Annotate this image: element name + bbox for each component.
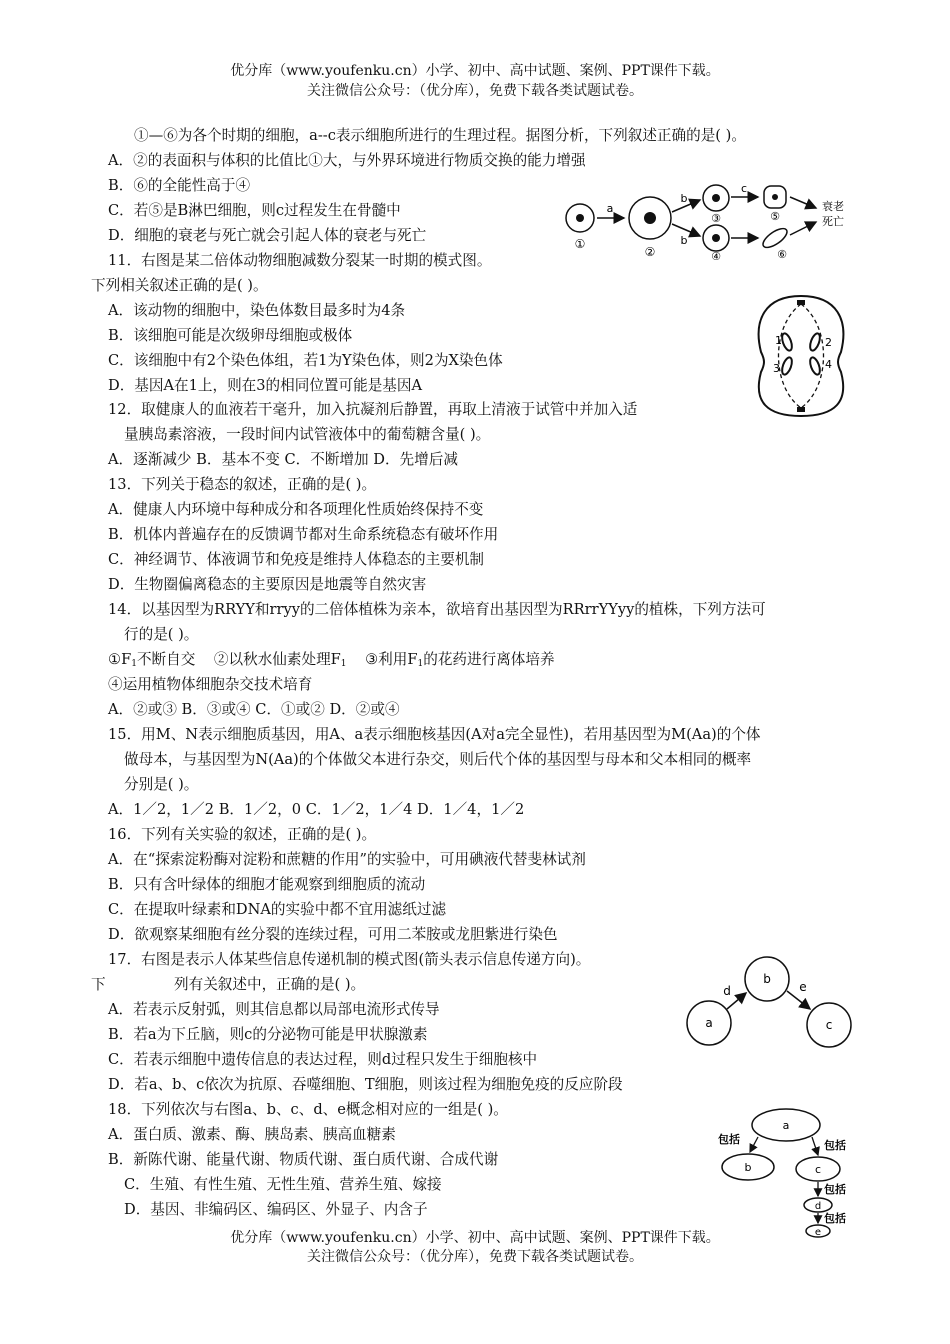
node-c: c <box>825 1018 833 1032</box>
q12-stem-1: 12．取健康人的血液若干毫升，加入抗凝剂后静置，再取上清液于试管中并加入适 <box>108 401 638 418</box>
q10-option-a: A．②的表面积与体积的比值比①大，与外界环境进行物质交换的能力增强 <box>108 152 586 169</box>
q14-stem-1: 14．以基因型为RRYY和rryy的二倍体植株为亲本，欲培育出基因型为RRrrYYyy的植株，下列方法可 <box>108 601 766 618</box>
q11-option-b: B．该细胞可能是次级卵母细胞或极体 <box>108 327 353 344</box>
q12-stem-2: 量胰岛素溶液，一段时间内试管液体中的葡萄糖含量( )。 <box>124 426 491 443</box>
death-label: 死亡 <box>822 215 844 228</box>
cell-label-2: ② <box>644 245 656 259</box>
q10-cell-diagram <box>560 180 860 260</box>
q18-stem: 18．下列依次与右图a、b、c、d、e概念相对应的一组是( )。 <box>108 1101 508 1118</box>
node-e: e <box>814 1227 822 1238</box>
arrow-label-b-upper: b <box>680 192 688 205</box>
q10-stem: ①—⑥为各个时期的细胞，a--c表示细胞所进行的生理过程。据图分析，下列叙述正确的是( )。 <box>134 127 746 144</box>
chromosome-label-2: 2 <box>825 336 832 349</box>
q14-methods-line <box>108 650 555 674</box>
q15-stem-3: 分别是( )。 <box>124 776 199 793</box>
edge-d: d <box>723 984 731 998</box>
q10-option-b: B．⑥的全能性高于④ <box>108 177 251 194</box>
q18-option-b: B．新陈代谢、能量代谢、物质代谢、蛋白质代谢、合成代谢 <box>108 1151 499 1168</box>
q11-stem-2: 下列相关叙述正确的是( )。 <box>91 277 268 294</box>
arrow-label-b-lower: b <box>680 234 688 247</box>
chromosome-label-4: 4 <box>825 358 832 371</box>
q10-option-c: C．若⑤是B淋巴细胞，则c过程发生在骨髓中 <box>108 202 401 219</box>
page-header-line-2: 关注微信公众号：（优分库），免费下载各类试题试卷。 <box>307 83 643 99</box>
q14-method-3-start: ③利用F <box>365 651 418 668</box>
q17-signal-diagram <box>683 953 858 1053</box>
q14-subscript-2: 1 <box>340 659 347 669</box>
node-b: b <box>763 972 771 986</box>
cell-label-5: ⑤ <box>770 210 780 223</box>
q14-method-1-end: 不断自交 <box>136 651 196 668</box>
relation-label-de: 包括 <box>824 1212 846 1225</box>
q16-option-c: C．在提取叶绿素和DNA的实验中都不宜用滤纸过滤 <box>108 901 447 918</box>
q13-option-d: D．生物圈偏离稳态的主要原因是地震等自然灾害 <box>108 576 427 593</box>
q13-stem: 13．下列关于稳态的叙述，正确的是( )。 <box>108 476 377 493</box>
chromosome-label-1: 1 <box>775 334 782 347</box>
node-b: b <box>744 1161 752 1174</box>
q13-option-c: C．神经调节、体液调节和免疫是维持人体稳态的主要机制 <box>108 551 485 568</box>
q14-method-4: ④运用植物体细胞杂交技术培育 <box>108 676 313 693</box>
q18-concept-diagram <box>712 1105 862 1240</box>
q13-option-a: A．健康人内环境中每种成分和各项理化性质始终保持不变 <box>108 501 484 518</box>
q17-stem-1: 17．右图是表示人体某些信息传递机制的模式图(箭头表示信息传递方向)。 <box>108 951 591 968</box>
q17-stem-2-end: 列有关叙述中，正确的是( )。 <box>174 976 366 993</box>
q14-method-3-end: 的花药进行离体培养 <box>423 651 555 668</box>
q17-option-b: B．若a为下丘脑，则c的分泌物可能是甲状腺激素 <box>108 1026 428 1043</box>
page-footer-line-1: 优分库（www.youfenku.cn）小学、初中、高中试题、案例、PPT课件下载。 <box>230 1230 720 1246</box>
node-c: c <box>814 1163 822 1176</box>
q17-option-d: D．若a、b、c依次为抗原、吞噬细胞、T细胞，则该过程为细胞免疫的反应阶段 <box>108 1076 623 1093</box>
relation-label-cd: 包括 <box>824 1183 846 1196</box>
relation-label-ab: 包括 <box>718 1133 740 1146</box>
relation-label-ac: 包括 <box>824 1139 846 1152</box>
q14-subscript-3: 1 <box>417 659 424 669</box>
q18-option-c: C．生殖、有性生殖、无性生殖、营养生殖、嫁接 <box>124 1176 442 1193</box>
q11-option-c: C．该细胞中有2个染色体组，若1为Y染色体，则2为X染色体 <box>108 352 503 369</box>
q18-option-a: A．蛋白质、激素、酶、胰岛素、胰高血糖素 <box>108 1126 396 1143</box>
arrow-label-c: c <box>740 182 748 195</box>
arrow-label-a: a <box>606 202 614 215</box>
q13-option-b: B．机体内普遍存在的反馈调节都对生命系统稳态有破坏作用 <box>108 526 499 543</box>
q17-stem-2-start: 下 <box>91 976 106 993</box>
q11-stem-1: 11．右图是某二倍体动物细胞减数分裂某一时期的模式图。 <box>108 252 492 269</box>
q12-options: A．逐渐减少 B．基本不变 C．不断增加 D．先增后减 <box>108 451 458 468</box>
q16-option-a: A．在“探索淀粉酶对淀粉和蔗糖的作用”的实验中，可用碘液代替斐林试剂 <box>108 851 586 868</box>
q11-meiosis-cell-diagram <box>745 292 857 420</box>
q15-stem-1: 15．用M、N表示细胞质基因，用A、a表示细胞核基因(A对a完全显性)，若用基因型为M(Aa)的个体 <box>108 726 761 743</box>
q17-option-c: C．若表示细胞中遗传信息的表达过程，则d过程只发生于细胞核中 <box>108 1051 538 1068</box>
q14-method-2: ②以秋水仙素处理F <box>213 651 341 668</box>
q17-option-a: A．若表示反射弧，则其信息都以局部电流形式传导 <box>108 1001 440 1018</box>
q15-stem-2: 做母本，与基因型为N(Aa)的个体做父本进行杂交，则后代个体的基因型与母本和父本相同的概率 <box>124 751 752 768</box>
q11-option-d: D．基因A在1上，则在3的相同位置可能是基因A <box>108 377 423 394</box>
page-header-line-1: 优分库（www.youfenku.cn）小学、初中、高中试题、案例、PPT课件下载。 <box>230 63 720 79</box>
cell-label-4: ④ <box>711 250 721 260</box>
q16-option-b: B．只有含叶绿体的细胞才能观察到细胞质的流动 <box>108 876 426 893</box>
page-footer-line-2: 关注微信公众号：（优分库），免费下载各类试题试卷。 <box>307 1249 643 1265</box>
q10-option-d: D．细胞的衰老与死亡就会引起人体的衰老与死亡 <box>108 227 427 244</box>
q11-option-a: A．该动物的细胞中，染色体数目最多时为4条 <box>108 302 406 319</box>
cell-label-1: ① <box>574 237 586 251</box>
edge-e: e <box>799 980 807 994</box>
cell-label-3: ③ <box>711 212 721 225</box>
cell-label-6: ⑥ <box>777 248 787 260</box>
node-d: d <box>814 1201 822 1212</box>
q14-subscript-1: 1 <box>131 659 137 669</box>
chromosome-label-3: 3 <box>773 362 780 375</box>
q14-stem-2: 行的是( )。 <box>124 626 199 643</box>
q18-option-d: D．基因、非编码区、编码区、外显子、内含子 <box>124 1201 428 1218</box>
q14-options: A．②或③ B．③或④ C．①或② D．②或④ <box>108 701 400 718</box>
node-a: a <box>705 1016 713 1030</box>
q16-option-d: D．欲观察某细胞有丝分裂的连续过程，可用二苯胺或龙胆紫进行染色 <box>108 926 558 943</box>
q16-stem: 16．下列有关实验的叙述，正确的是( )。 <box>108 826 377 843</box>
node-a: a <box>782 1119 790 1132</box>
q15-options: A．1／2，1／2 B．1／2，0 C．1／2，1／4 D．1／4，1／2 <box>108 801 525 818</box>
q14-method-1-start: ①F <box>108 651 132 668</box>
aging-label: 衰老 <box>822 200 844 213</box>
